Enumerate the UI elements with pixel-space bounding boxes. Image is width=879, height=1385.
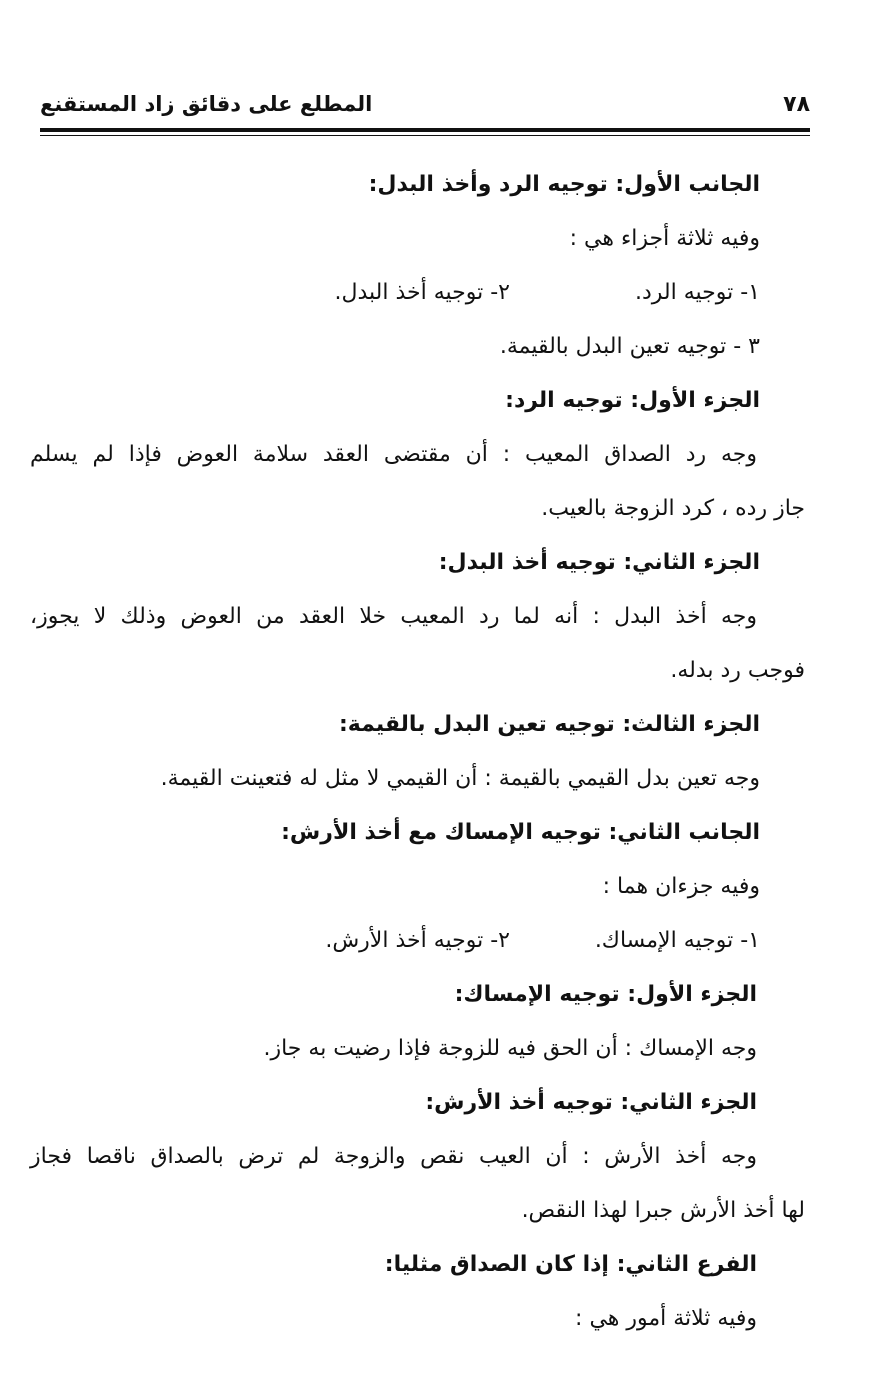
subsection-heading: الجزء الثالث: توجيه تعين البدل بالقيمة: [338, 712, 760, 737]
paragraph-line: وجه أخذ البدل : أنه لما رد المعيب خلا العقد من العوض وذلك لا يجوز، [30, 604, 757, 629]
paragraph-line: وجه رد الصداق المعيب : أن مقتضى العقد سلامة العوض فإذا لم يسلم [30, 442, 757, 467]
book-title: المطلع على دقائق زاد المستقنع [40, 92, 373, 116]
paragraph-line: وجه أخذ الأرش : أن العيب نقص والزوجة لم ترض بالصداق ناقصا فجاز [30, 1144, 757, 1169]
paragraph-line: وجه تعين بدل القيمي بالقيمة : أن القيمي لا مثل له فتعينت القيمة. [160, 766, 760, 791]
paragraph-line: فوجب رد بدله. [670, 658, 805, 683]
list-row [30, 266, 805, 320]
paragraph-line: وفيه ثلاثة أجزاء هي : [569, 226, 760, 251]
page-body [30, 158, 805, 1346]
page-number: ٧٨ [783, 92, 810, 117]
paragraph-line: وجه الإمساك : أن الحق فيه للزوجة فإذا رضيت به جاز. [263, 1036, 757, 1061]
subsection-heading: الجزء الثاني: توجيه أخذ الأرش: [425, 1090, 757, 1115]
paragraph-line: جاز رده ، كرد الزوجة بالعيب. [541, 496, 805, 521]
paragraph-line: وفيه ثلاثة أمور هي : [575, 1306, 757, 1331]
branch-heading: الفرع الثاني: إذا كان الصداق مثليا: [384, 1252, 757, 1277]
section-heading: الجانب الثاني: توجيه الإمساك مع أخذ الأرش: [281, 820, 760, 845]
subsection-heading: الجزء الثاني: توجيه أخذ البدل: [438, 550, 760, 575]
paragraph-line: وفيه جزءان هما : [602, 874, 760, 899]
list-item: ٢- توجيه أخذ الأرش. [325, 928, 510, 953]
subsection-heading: الجزء الأول: توجيه الإمساك: [454, 982, 757, 1007]
list-item: ٣ - توجيه تعين البدل بالقيمة. [499, 334, 760, 359]
paragraph-line: لها أخذ الأرش جبرا لهذا النقص. [521, 1198, 805, 1223]
subsection-heading: الجزء الأول: توجيه الرد: [505, 388, 760, 413]
list-item: ١- توجيه الإمساك. [594, 928, 760, 953]
header-rule [40, 128, 810, 132]
list-row [30, 914, 805, 968]
list-item: ٢- توجيه أخذ البدل. [334, 280, 510, 305]
running-header [40, 88, 810, 128]
section-heading: الجانب الأول: توجيه الرد وأخذ البدل: [368, 172, 760, 197]
list-item: ١- توجيه الرد. [634, 280, 760, 305]
header-rule-thin [40, 135, 810, 136]
